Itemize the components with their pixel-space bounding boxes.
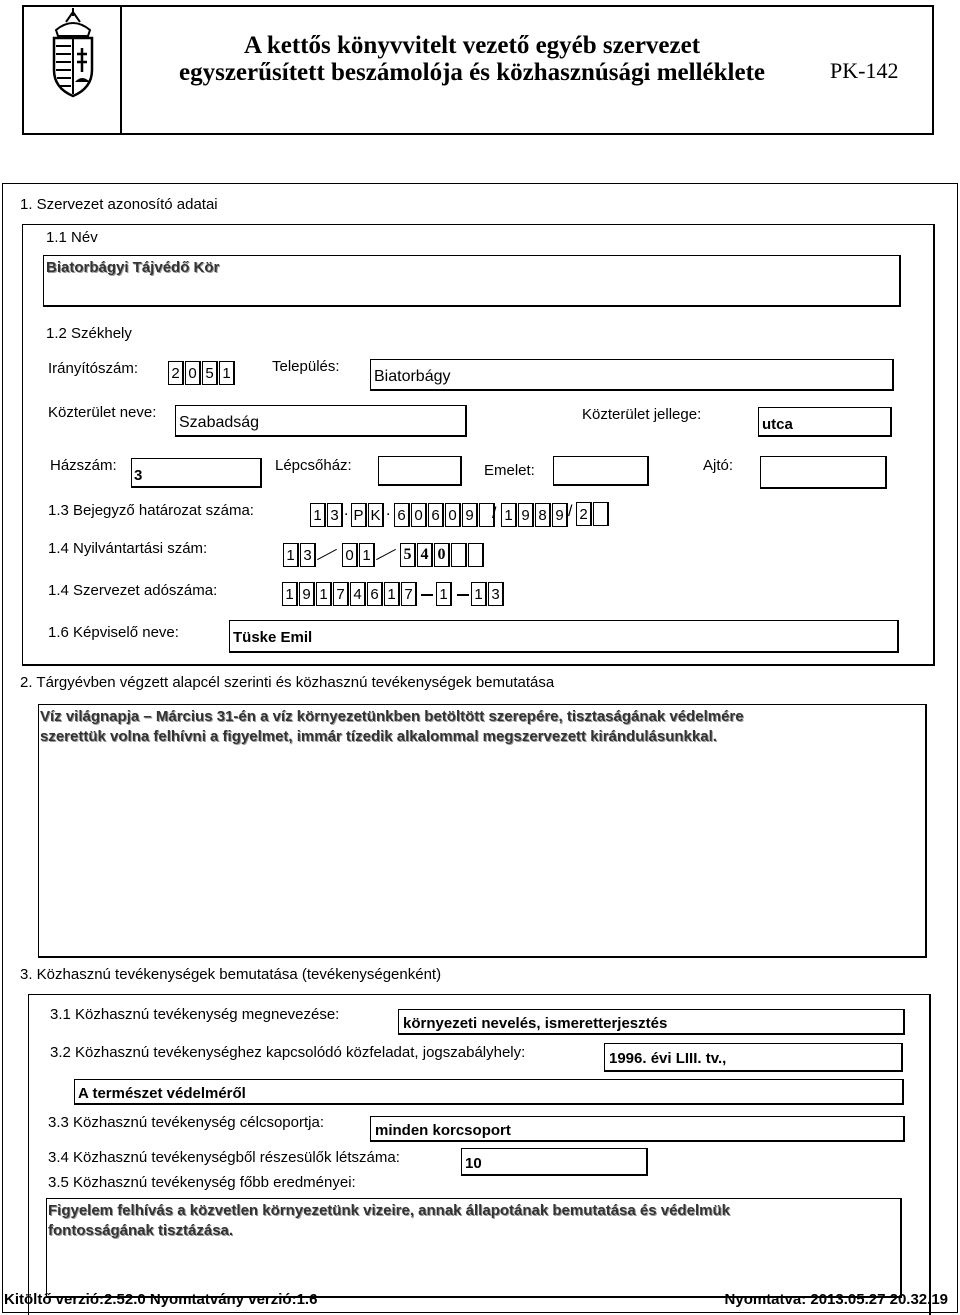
tax-label: 1.4 Szervezet adószáma: — [48, 582, 218, 599]
activity-name-value: környezeti nevelés, ismeretterjesztés — [403, 1015, 668, 1032]
record-cell — [468, 543, 484, 567]
stair-label: Lépcsőház: — [275, 457, 352, 474]
record-cell: 0 — [342, 543, 358, 567]
reg-decision-cell: 9 — [552, 503, 568, 527]
tax-cell: 6 — [367, 582, 383, 606]
reg-decision-slash: / — [492, 505, 497, 522]
record-field-c[interactable] — [400, 543, 485, 567]
record-cell — [451, 543, 467, 567]
door-label: Ajtó: — [703, 457, 734, 474]
floor-field[interactable] — [553, 456, 649, 486]
public-task-value-2: A természet védelméről — [78, 1085, 246, 1102]
target-group-label: 3.3 Közhasznú tevékenység célcsoportja: — [48, 1114, 324, 1131]
name-value: Biatorbágyi Tájvédő Kör — [46, 259, 220, 276]
hungarian-coat-of-arms-icon — [46, 8, 100, 98]
record-cell: 1 — [359, 543, 375, 567]
street-label: Közterület neve: — [48, 404, 157, 421]
reg-decision-label: 1.3 Bejegyző határozat száma: — [48, 502, 254, 519]
reg-decision-cell: 0 — [445, 503, 461, 527]
door-field[interactable] — [760, 456, 887, 489]
reg-decision-cell: 3 — [327, 503, 343, 527]
beneficiaries-field[interactable] — [461, 1148, 648, 1176]
tax-separator — [421, 594, 433, 596]
tax-cell: 3 — [488, 582, 504, 606]
results-text — [48, 1201, 730, 1241]
reg-decision-cell: 9 — [462, 503, 478, 527]
footer-printed: Nyomtatva: 2013.05.27 20.32.19 — [724, 1291, 948, 1308]
record-cell: 4 — [417, 543, 433, 567]
header-title — [122, 32, 822, 86]
house-field[interactable] — [131, 458, 262, 488]
record-cell: 3 — [300, 543, 316, 567]
record-cell: 1 — [283, 543, 299, 567]
zip-digit: 5 — [202, 361, 218, 385]
section2-heading: 2. Tárgyévben végzett alapcél szerinti és közhasznú tevékenységek bemutatása — [20, 674, 555, 691]
section3-heading: 3. Közhasznú tevékenységek bemutatása (tevékenységenként) — [20, 966, 442, 983]
name-label: 1.1 Név — [46, 229, 98, 246]
section2-text — [40, 707, 744, 747]
reg-decision-field-b[interactable] — [351, 503, 385, 527]
results-text-line1: Figyelem felhívás a közvetlen környezetünk vizeire, annak állapotának bemutatása és védelmük — [48, 1202, 730, 1219]
results-label: 3.5 Közhasznú tevékenység főbb eredményei: — [48, 1174, 356, 1191]
reg-decision-field-d[interactable] — [501, 503, 569, 527]
reg-decision-field-a[interactable] — [310, 503, 344, 527]
tax-cell: 1 — [384, 582, 400, 606]
reg-decision-dot: . — [386, 502, 391, 519]
tax-field-a[interactable] — [282, 582, 418, 606]
reg-decision-field-e[interactable] — [576, 502, 610, 526]
tax-cell: 1 — [282, 582, 298, 606]
footer-version: Kitöltő verzió:2.52.0 Nyomtatvány verzió:1.6 — [4, 1291, 318, 1308]
street-type-label: Közterület jellege: — [582, 406, 702, 423]
section2-text-line1: Víz világnapja – Március 31-én a víz környezetünkben betöltött szerepére, tisztaságának védelmére — [40, 708, 744, 725]
reg-decision-slash: / — [568, 503, 573, 520]
reg-decision-cell: 2 — [576, 502, 592, 526]
tax-cell: 1 — [471, 582, 487, 606]
target-group-value: minden korcsoport — [375, 1122, 511, 1139]
house-value: 3 — [134, 467, 143, 484]
tax-separator — [457, 594, 469, 596]
tax-cell: 1 — [316, 582, 332, 606]
rep-value: Tüske Emil — [233, 629, 313, 646]
zip-label: Irányítószám: — [48, 360, 139, 377]
city-label: Település: — [272, 358, 340, 375]
street-value: Szabadság — [179, 414, 260, 431]
record-cell: 0 — [434, 543, 450, 567]
record-field-b[interactable] — [342, 543, 376, 567]
street-type-value: utca — [762, 416, 793, 433]
public-task-value: 1996. évi LIII. tv., — [609, 1050, 727, 1067]
zip-digit: 0 — [185, 361, 201, 385]
reg-decision-cell: K — [368, 503, 384, 527]
section2-text-line2: szerettük volna felhívni a figyelmet, immár tízedik alkalommal megszervezett kirándulásunkkal. — [40, 728, 717, 745]
zip-digit: 1 — [219, 361, 235, 385]
tax-cell: 4 — [350, 582, 366, 606]
reg-decision-cell: 1 — [310, 503, 326, 527]
reg-decision-cell: 6 — [394, 503, 410, 527]
reg-decision-cell — [593, 502, 609, 526]
house-label: Házszám: — [50, 457, 117, 474]
rep-field[interactable] — [229, 620, 899, 653]
tax-cell: 9 — [299, 582, 315, 606]
city-value: Biatorbágy — [374, 368, 451, 385]
stair-field[interactable] — [378, 456, 462, 486]
floor-label: Emelet: — [484, 462, 535, 479]
tax-field-b[interactable] — [436, 582, 453, 606]
activity-name-label: 3.1 Közhasznú tevékenység megnevezése: — [50, 1006, 340, 1023]
public-task-label: 3.2 Közhasznú tevékenységhez kapcsolódó közfeladat, jogszabályhely: — [50, 1044, 526, 1061]
tax-cell: 7 — [401, 582, 417, 606]
record-cell: 5 — [400, 543, 416, 567]
form-code: PK-142 — [830, 58, 899, 83]
section1-heading: 1. Szervezet azonosító adatai — [20, 196, 218, 213]
rep-label: 1.6 Képviselő neve: — [48, 624, 179, 641]
beneficiaries-value: 10 — [465, 1155, 482, 1172]
reg-decision-cell: P — [351, 503, 367, 527]
tax-cell: 1 — [436, 582, 452, 606]
record-label: 1.4 Nyilvántartási szám: — [48, 540, 208, 557]
seat-label: 1.2 Székhely — [46, 325, 132, 342]
header-title-line1: A kettős könyvvitelt vezető egyéb szervezet — [243, 32, 701, 59]
tax-field-c[interactable] — [471, 582, 505, 606]
reg-decision-cell: 6 — [428, 503, 444, 527]
header-title-line2: egyszerűsített beszámolója és közhasznúsági melléklete — [179, 59, 765, 86]
reg-decision-dot: . — [344, 502, 349, 519]
tax-cell: 7 — [333, 582, 349, 606]
beneficiaries-label: 3.4 Közhasznú tevékenységből részesülők létszáma: — [48, 1149, 400, 1166]
results-text-line2: fontosságának tisztázása. — [48, 1222, 234, 1239]
zip-field[interactable] — [168, 361, 236, 385]
zip-digit: 2 — [168, 361, 184, 385]
reg-decision-cell: 9 — [518, 503, 534, 527]
reg-decision-field-c[interactable] — [394, 503, 496, 527]
reg-decision-cell: 8 — [535, 503, 551, 527]
reg-decision-cell: 1 — [501, 503, 517, 527]
reg-decision-cell: 0 — [411, 503, 427, 527]
record-field-a[interactable] — [283, 543, 317, 567]
